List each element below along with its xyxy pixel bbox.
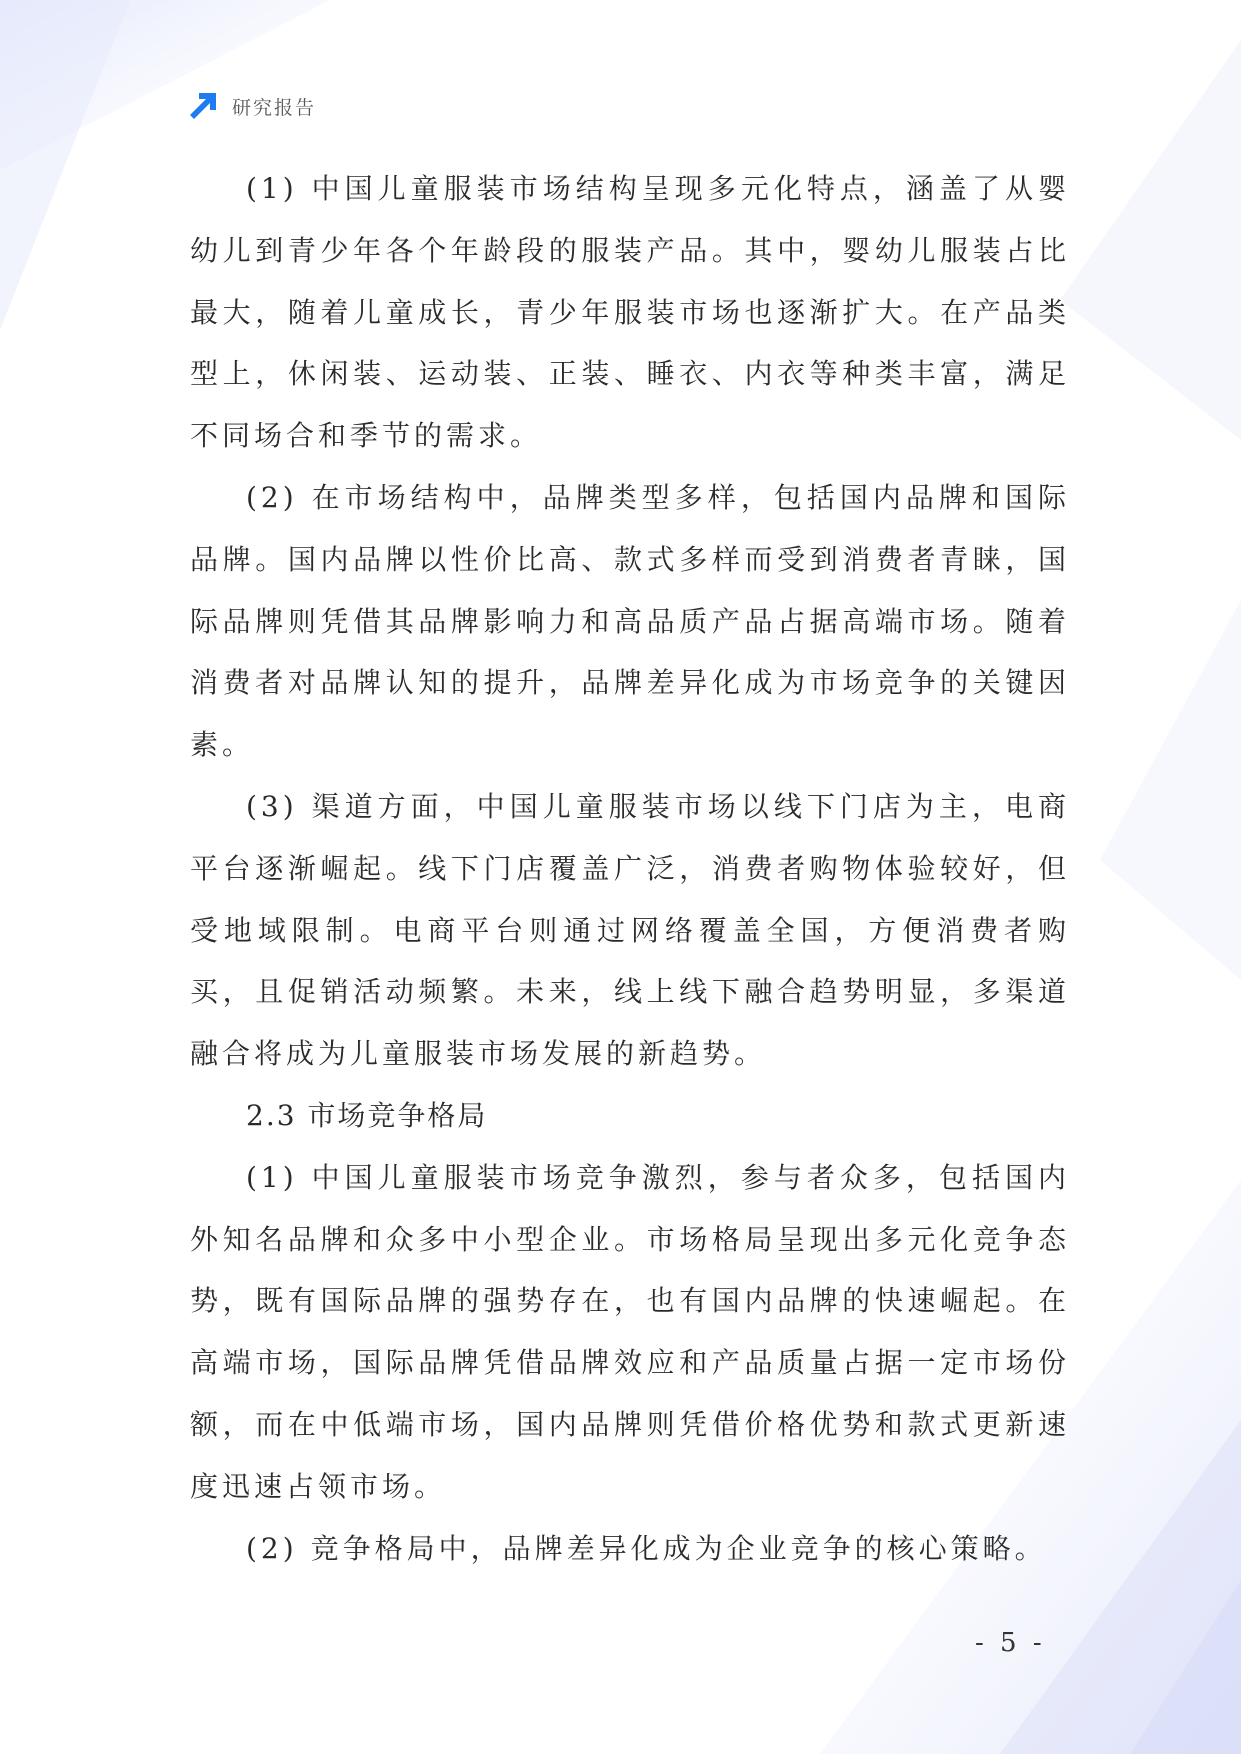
arrow-up-right-icon: [186, 89, 220, 123]
header-label: 研究报告: [232, 96, 317, 119]
page-number: - 5 -: [975, 1628, 1046, 1658]
paragraph: (1) 中国儿童服装市场竞争激烈，参与者众多，包括国内外知名品牌和众多中小型企业。市场格局呈现出多元化竞争态势，既有国际品牌的强势存在，也有国内品牌的快速崛起。在高端市场，国际品牌凭借品牌效应和产品质量占据一定市场份额，而在中低端市场，国内品牌则凭借价格优势和款式更新速度迅速占领市场。: [190, 1160, 1070, 1503]
paragraph: (2) 在市场结构中，品牌类型多样，包括国内品牌和国际品牌。国内品牌以性价比高、款式多样而受到消费者青睐，国际品牌则凭借其品牌影响力和高品质产品占据高端市场。随着消费者对品牌认知的提升，品牌差异化成为市场竞争的关键因素。: [190, 480, 1070, 762]
paragraph: (1) 中国儿童服装市场结构呈现多元化特点，涵盖了从婴幼儿到青少年各个年龄段的服装产品。其中，婴幼儿服装占比最大，随着儿童成长，青少年服装市场也逐渐扩大。在产品类型上，休闲装、运动装、正装、睡衣、内衣等种类丰富，满足不同场合和季节的需求。: [190, 172, 1070, 453]
paragraph: (3) 渠道方面，中国儿童服装市场以线下门店为主，电商平台逐渐崛起。线下门店覆盖广泛，消费者购物体验较好，但受地域限制。电商平台则通过网络覆盖全国，方便消费者购买，且促销活动频繁。未来，线上线下融合趋势明显，多渠道融合将成为儿童服装市场发展的新趋势。: [190, 789, 1070, 1071]
section-heading: 2.3 市场竞争格局: [246, 1098, 488, 1132]
document-body: [190, 158, 1070, 1579]
paragraph: (2) 竞争格局中，品牌差异化成为企业竞争的核心策略。: [246, 1531, 1047, 1565]
report-header: [186, 88, 316, 124]
